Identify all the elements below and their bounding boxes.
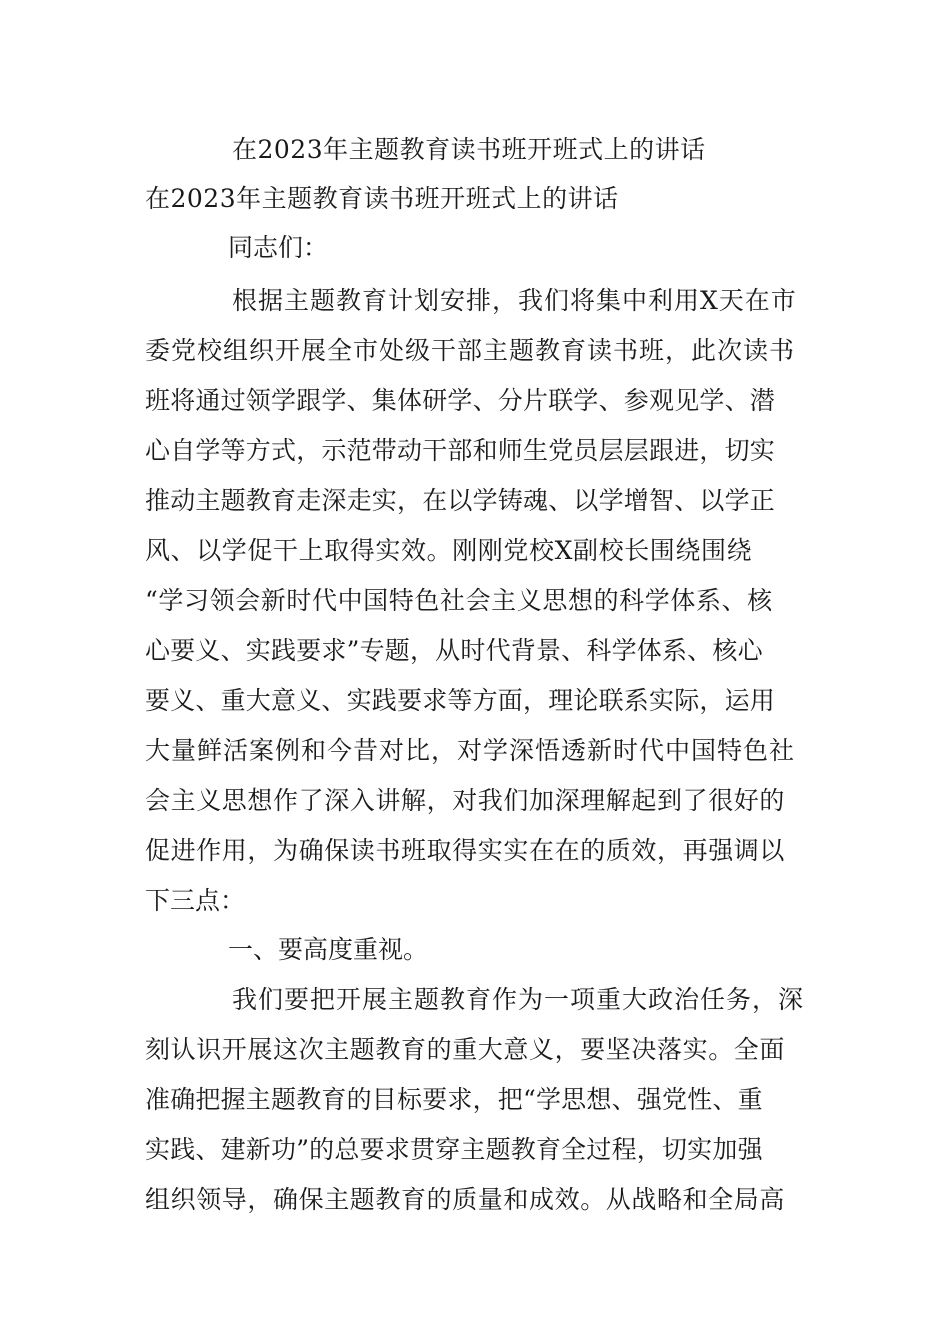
- paragraph-line: 我们要把开展主题教育作为一项重大政治任务，深: [232, 985, 805, 1014]
- paragraph-line: 心要义、实践要求”专题，从时代背景、科学体系、核心: [145, 636, 763, 665]
- document-title: 在2023年主题教育读书班开班式上的讲话: [232, 135, 706, 164]
- paragraph-line: 下三点：: [145, 886, 246, 915]
- paragraph-line: 组织领导，确保主题教育的质量和成效。从战略和全局高: [145, 1185, 786, 1214]
- paragraph-line: 促进作用，为确保读书班取得实实在在的质效，再强调以: [145, 836, 786, 865]
- paragraph-line: 要义、重大意义、实践要求等方面，理论联系实际，运用: [145, 686, 776, 715]
- paragraph-line: “学习领会新时代中国特色社会主义思想的科学体系、核: [145, 586, 773, 615]
- paragraph-line: 委党校组织开展全市处级干部主题教育读书班，此次读书: [145, 336, 796, 365]
- greeting: 同志们：: [228, 233, 329, 262]
- paragraph-line: 实践、建新功”的总要求贯穿主题教育全过程，切实加强: [145, 1135, 763, 1164]
- paragraph-line: 班将通过领学跟学、集体研学、分片联学、参观见学、潜: [145, 386, 776, 415]
- paragraph-line: 大量鲜活案例和今昔对比，对学深悟透新时代中国特色社: [145, 736, 796, 765]
- paragraph-line: 刻认识开展这次主题教育的重大意义，要坚决落实。全面: [145, 1035, 786, 1064]
- section-heading: 一、要高度重视。: [228, 935, 429, 964]
- paragraph-line: 会主义思想作了深入讲解，对我们加深理解起到了很好的: [145, 786, 786, 815]
- paragraph-line: 风、以学促干上取得实效。刚刚党校X副校长围绕围绕: [145, 536, 753, 565]
- paragraph-line: 心自学等方式，示范带动干部和师生党员层层跟进，切实: [145, 436, 776, 465]
- paragraph-line: 准确把握主题教育的目标要求，把“学思想、强党性、重: [145, 1085, 763, 1114]
- paragraph-line: 根据主题教育计划安排，我们将集中利用X天在市: [232, 286, 797, 315]
- paragraph-line: 推动主题教育走深走实，在以学铸魂、以学增智、以学正: [145, 486, 776, 515]
- document-subtitle: 在2023年主题教育读书班开班式上的讲话: [145, 184, 619, 213]
